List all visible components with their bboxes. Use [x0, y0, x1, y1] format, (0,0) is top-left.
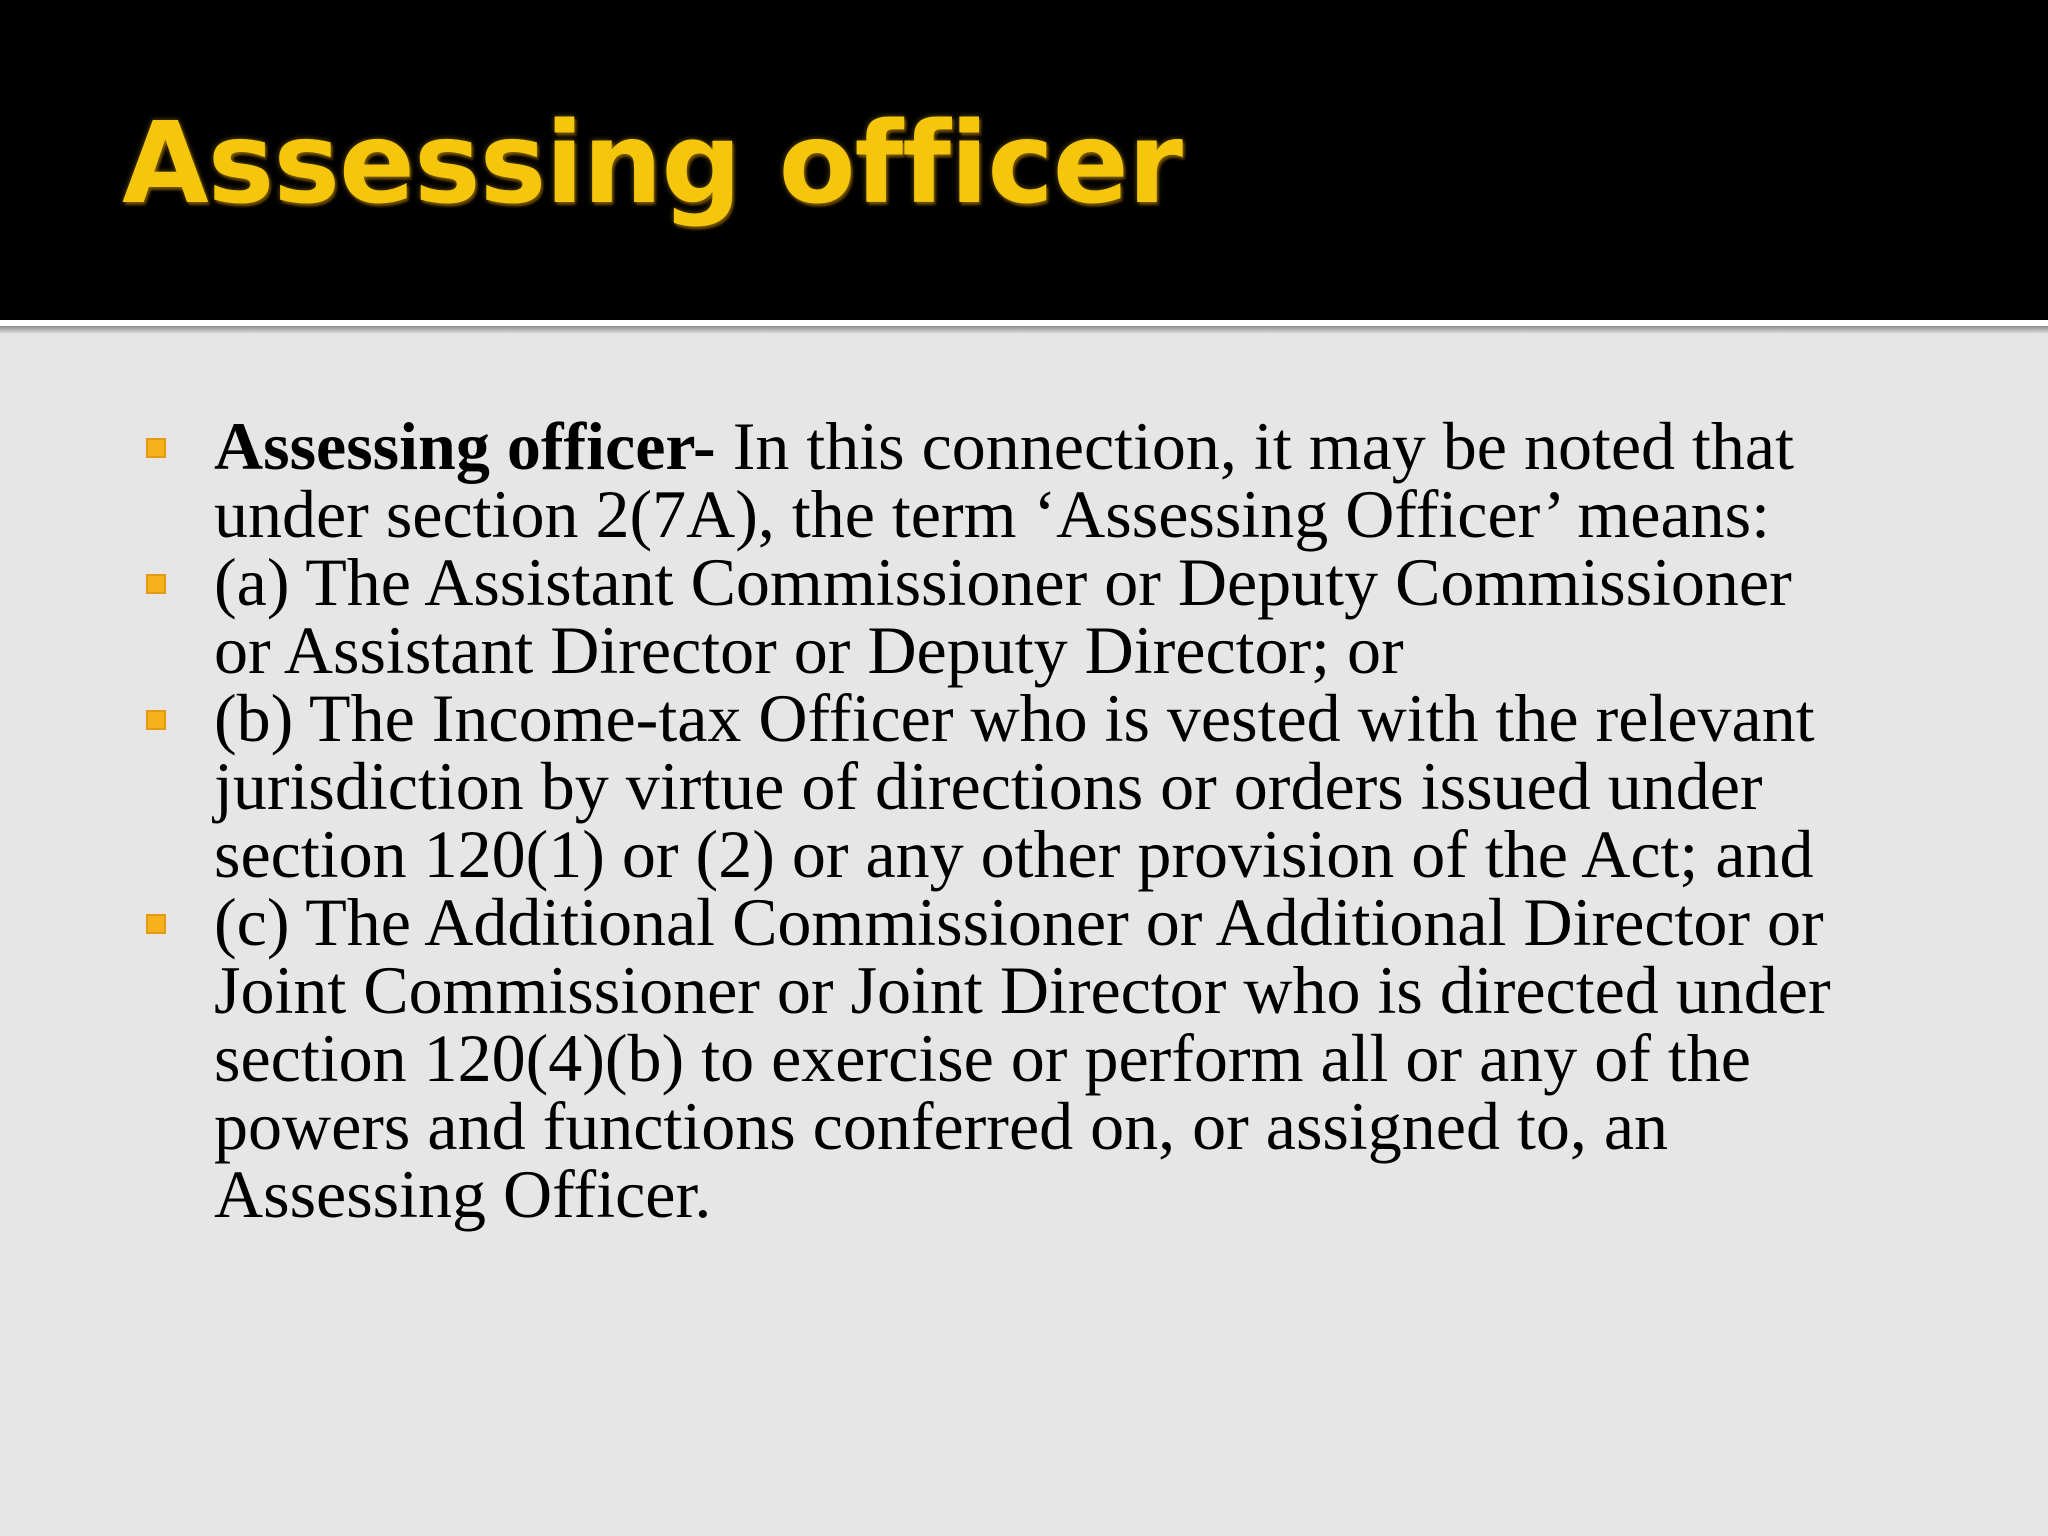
- bullet-text: [214, 680, 1934, 892]
- bold-term: Assessing officer-: [214, 408, 716, 484]
- title-divider-shadow: [0, 326, 2048, 334]
- square-bullet-icon: [146, 914, 166, 934]
- bullet-line: Assessing Officer.: [214, 1156, 712, 1232]
- bullet-line-text: In this connection, it may be noted that: [715, 408, 1795, 484]
- square-bullet-icon: [146, 710, 166, 730]
- bullet-text: [214, 408, 1934, 552]
- bullet-list: [0, 408, 2048, 1232]
- bullet-line: jurisdiction by virtue of directions or orders issued under: [214, 748, 1763, 824]
- bullet-item-definition: [0, 408, 1934, 552]
- bullet-line: [214, 408, 1934, 484]
- bullet-text: [214, 884, 1934, 1232]
- bullet-item-b: [0, 680, 1934, 892]
- slide-title: Assessing officer: [122, 99, 1182, 229]
- title-bar: [0, 0, 2048, 320]
- bullet-item-a: [0, 544, 1934, 688]
- bullet-line: under section 2(7A), the term ‘Assessing Officer’ means:: [214, 476, 1770, 552]
- bullet-line: powers and functions conferred on, or assigned to, an: [214, 1088, 1669, 1164]
- square-bullet-icon: [146, 574, 166, 594]
- bullet-line: section 120(1) or (2) or any other provision of the Act; and: [214, 816, 1814, 892]
- bullet-item-c: [0, 884, 1934, 1232]
- bullet-line: (c) The Additional Commissioner or Additional Director or: [214, 884, 1824, 960]
- square-bullet-icon: [146, 438, 166, 458]
- bullet-line: (b) The Income-tax Officer who is vested with the relevant: [214, 680, 1815, 756]
- bullet-line: section 120(4)(b) to exercise or perform all or any of the: [214, 1020, 1751, 1096]
- bullet-line: (a) The Assistant Commissioner or Deputy Commissioner: [214, 544, 1792, 620]
- bullet-line: or Assistant Director or Deputy Director; or: [214, 612, 1404, 688]
- bullet-text: [214, 544, 1934, 688]
- bullet-line: Joint Commissioner or Joint Director who is directed under: [214, 952, 1831, 1028]
